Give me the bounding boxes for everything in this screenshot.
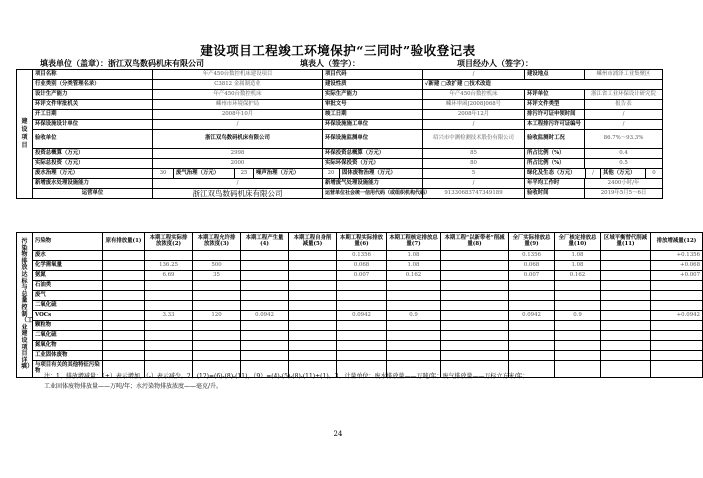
pollutant-value bbox=[193, 321, 241, 331]
pollutant-name: 工业固体废物 bbox=[33, 351, 103, 361]
pollutant-value bbox=[103, 341, 145, 351]
pollutant-value: +0.1356 bbox=[651, 251, 703, 261]
table-row bbox=[17, 311, 703, 321]
pollutant-value bbox=[103, 351, 145, 361]
r10-wastewater-value: 30 bbox=[153, 169, 174, 178]
table-row bbox=[17, 321, 703, 331]
r12-acceptance-time: 2019年5月5～6日 bbox=[585, 189, 663, 199]
pollutant-value bbox=[289, 251, 337, 261]
r8-value: 2998 bbox=[153, 149, 323, 159]
pollutant-value: 0.162 bbox=[555, 271, 601, 281]
pollutant-value: 3.33 bbox=[145, 311, 193, 321]
r4-value: 嵊州市环境保护局 bbox=[153, 100, 323, 110]
pollutant-value bbox=[441, 331, 509, 341]
pollutant-value bbox=[387, 351, 441, 361]
table-row bbox=[17, 251, 703, 261]
pollutant-value bbox=[651, 281, 703, 291]
pollutant-value bbox=[601, 271, 651, 281]
r4-label3: 环评文件类型 bbox=[525, 100, 585, 110]
r8-value2: 85 bbox=[423, 149, 525, 159]
r9-label2: 实际环保投资（万元） bbox=[323, 159, 423, 169]
pollutant-value: 1.08 bbox=[387, 251, 441, 261]
r9-value3: 0.5 bbox=[585, 159, 663, 169]
pollutant-value bbox=[241, 351, 289, 361]
pollutant-value: 136.25 bbox=[145, 261, 193, 271]
form-title: 建设项目工程竣工环境保护“三同时”验收登记表 bbox=[200, 43, 476, 58]
r5-value3: / bbox=[585, 110, 663, 120]
pollutant-name: 二氧化硫 bbox=[33, 301, 103, 311]
pollutant-table bbox=[16, 232, 703, 378]
pollutant-value bbox=[289, 291, 337, 301]
pollutant-value bbox=[241, 301, 289, 311]
r2-label2: 建设性质 bbox=[323, 80, 423, 90]
header-unit-label: 填表单位（盖章）： bbox=[40, 58, 108, 68]
r10-greening-label: 绿化及生态（万元） bbox=[525, 169, 586, 178]
pollutant-value: 0.9 bbox=[387, 311, 441, 321]
pollutant-value bbox=[441, 271, 509, 281]
pollutant-value: 0.0942 bbox=[509, 311, 555, 321]
r10-greening-value: / bbox=[586, 169, 601, 178]
pollutant-value bbox=[601, 311, 651, 321]
pollutant-value bbox=[387, 321, 441, 331]
column-header: 本期工程实际排放量(6) bbox=[337, 233, 387, 251]
pollutant-value bbox=[387, 291, 441, 301]
pollutant-value bbox=[441, 311, 509, 321]
pollutant-value bbox=[337, 351, 387, 361]
pollutant-value bbox=[103, 311, 145, 321]
r10-solid-waste-value: 5 bbox=[423, 169, 525, 179]
pollutant-value bbox=[103, 291, 145, 301]
r2-construction-nature: ✓新建 □改扩建 □技术改造 bbox=[423, 80, 663, 90]
pollutant-value: 0.1356 bbox=[509, 251, 555, 261]
pollutant-value bbox=[651, 361, 703, 378]
r3-label2: 实际生产能力 bbox=[323, 90, 423, 100]
pollutant-value bbox=[509, 331, 555, 341]
pollutant-value bbox=[651, 321, 703, 331]
r9-value2: 80 bbox=[423, 159, 525, 169]
table-row bbox=[17, 301, 703, 311]
pollutant-value bbox=[145, 341, 193, 351]
r5-value: 2008年10月 bbox=[153, 110, 323, 120]
r10-subcells bbox=[153, 169, 323, 179]
pollutant-value bbox=[601, 261, 651, 271]
footnote-line-2: 工业固体废物排放量——万吨/年；水污染物排放浓度——毫克/升。 bbox=[44, 383, 223, 390]
pollutant-value: 0.068 bbox=[337, 261, 387, 271]
r10-waste-gas-label: 废气治理（万元） bbox=[174, 169, 235, 178]
r6-label: 环保设施设计单位 bbox=[33, 120, 153, 130]
pollutant-value bbox=[509, 321, 555, 331]
r5-value2: 2008年12月 bbox=[423, 110, 525, 120]
r5-label2: 竣工日期 bbox=[323, 110, 423, 120]
pollutant-value bbox=[145, 281, 193, 291]
pollutant-value bbox=[509, 301, 555, 311]
pollutant-value bbox=[193, 331, 241, 341]
pollutant-value bbox=[289, 341, 337, 351]
column-header: 本期工程核定排放总量(7) bbox=[387, 233, 441, 251]
pollutant-value bbox=[441, 281, 509, 291]
r9-label: 实际总投资（万元） bbox=[33, 159, 153, 169]
pollutant-value: 0.068 bbox=[509, 261, 555, 271]
pollutant-value: 0.0942 bbox=[241, 311, 289, 321]
r5-label3: 排污许可证申领时间 bbox=[525, 110, 585, 120]
pollutant-value bbox=[555, 321, 601, 331]
pollutant-value bbox=[103, 261, 145, 271]
pollutant-value bbox=[441, 351, 509, 361]
pollutant-value bbox=[387, 331, 441, 341]
column-header: 区域平衡替代削减量(11) bbox=[601, 233, 651, 251]
pollutant-value: 0.0942 bbox=[337, 311, 387, 321]
r12-credit-code: 91330683747349189 bbox=[423, 189, 525, 199]
column-header: 本期工程实际排放浓度(2) bbox=[145, 233, 193, 251]
pollutant-value bbox=[193, 351, 241, 361]
r1-value2: / bbox=[423, 70, 525, 80]
r8-label3: 所占比例（%） bbox=[525, 149, 585, 159]
r1-label: 项目名称 bbox=[33, 70, 153, 80]
r4-label2: 审批文号 bbox=[323, 100, 423, 110]
r10-noise-value: 20 bbox=[323, 169, 340, 178]
pollutant-value bbox=[145, 321, 193, 331]
r1-value3: 嵊州市浦泽工业集聚区 bbox=[585, 70, 663, 80]
pollutant-value bbox=[651, 331, 703, 341]
header-filler-label: 填表人（签字）： bbox=[300, 58, 360, 68]
r7-label: 验收单位 bbox=[33, 130, 153, 149]
pollutant-value: 6.69 bbox=[145, 271, 193, 281]
r10-other-label: 其他（万元） bbox=[601, 169, 646, 178]
pollutant-value bbox=[241, 271, 289, 281]
r12-label3: 验收时间 bbox=[525, 189, 585, 199]
pollutant-name: 氨氮 bbox=[33, 271, 103, 281]
section-label-project: 建设项目 bbox=[17, 70, 33, 199]
pollutant-value bbox=[441, 301, 509, 311]
r4-label: 环评文件审批机关 bbox=[33, 100, 153, 110]
pollutant-value bbox=[337, 291, 387, 301]
pollutant-value: 0.007 bbox=[509, 271, 555, 281]
pollutant-value bbox=[601, 281, 651, 291]
pollutant-value bbox=[145, 291, 193, 301]
pollutant-value bbox=[337, 341, 387, 351]
r8-label: 投资总概算（万元） bbox=[33, 149, 153, 159]
pollutant-name: 化学需氧量 bbox=[33, 261, 103, 271]
r8-value3: 0.4 bbox=[585, 149, 663, 159]
pollutant-value: 500 bbox=[193, 261, 241, 271]
pollutant-value bbox=[289, 281, 337, 291]
page-number: 24 bbox=[333, 430, 343, 438]
pollutant-name: 石油类 bbox=[33, 281, 103, 291]
header-unit-value: 浙江双鸟数码机床有限公司 bbox=[108, 58, 204, 68]
r4-value2: 嵊环审函[2008]068号 bbox=[423, 100, 525, 110]
pollutant-value bbox=[241, 261, 289, 271]
pollutant-value bbox=[241, 341, 289, 351]
pollutant-value: +0.007 bbox=[651, 271, 703, 281]
pollutant-value bbox=[241, 251, 289, 261]
r3-value: 年产450台数控机床 bbox=[153, 90, 323, 100]
pollutant-value bbox=[289, 311, 337, 321]
r11-value2: / bbox=[423, 179, 525, 189]
pollutant-value bbox=[441, 261, 509, 271]
r6-value2: / bbox=[423, 120, 525, 130]
r7-value: 浙江双鸟数码机床有限公司 bbox=[153, 130, 323, 149]
pollutant-value bbox=[241, 321, 289, 331]
pollutant-value bbox=[289, 271, 337, 281]
column-header: 全厂核定排放总量(10) bbox=[555, 233, 601, 251]
r3-value2: 年产450台数控机床 bbox=[423, 90, 525, 100]
header-unit bbox=[40, 58, 204, 69]
r5-label: 开工日期 bbox=[33, 110, 153, 120]
table-row bbox=[17, 291, 703, 301]
pollutant-value bbox=[651, 341, 703, 351]
pollutant-value bbox=[441, 321, 509, 331]
pollutant-value: 0.007 bbox=[337, 271, 387, 281]
pollutant-value bbox=[509, 281, 555, 291]
pollutant-value bbox=[241, 291, 289, 301]
pollutant-value: 0.162 bbox=[387, 271, 441, 281]
pollutant-value: 1.08 bbox=[555, 261, 601, 271]
column-header: 本期工程自身削减量(5) bbox=[289, 233, 337, 251]
table-row bbox=[17, 271, 703, 281]
r6-label2: 环保设施施工单位 bbox=[323, 120, 423, 130]
r12-operator: 浙江双鸟数码机床有限公司 bbox=[153, 189, 323, 199]
pollutant-name: 与项目有关的其他特征污染物 bbox=[33, 361, 103, 378]
pollutant-value: 0.9 bbox=[555, 311, 601, 321]
project-info-table bbox=[16, 69, 663, 199]
pollutant-value: 1.08 bbox=[555, 251, 601, 261]
r10-waste-gas-value: 25 bbox=[235, 169, 254, 178]
pollutant-value bbox=[441, 251, 509, 261]
header-manager-label: 项目经办人（签字）： bbox=[457, 58, 533, 68]
r1-label3: 建设地点 bbox=[525, 70, 585, 80]
r10-subcells-3 bbox=[525, 169, 663, 179]
pollutant-value bbox=[441, 291, 509, 301]
column-header: 本期工程允许排放浓度(3) bbox=[193, 233, 241, 251]
pollutant-value bbox=[103, 251, 145, 261]
pollutant-value bbox=[509, 291, 555, 301]
pollutant-value bbox=[193, 281, 241, 291]
pollutant-value: 1.08 bbox=[387, 261, 441, 271]
r9-value: 2000 bbox=[153, 159, 323, 169]
column-header: 原有排放量(1) bbox=[103, 233, 145, 251]
section-label-pollutants: 污染物排放达标与总量控制（工业建设项目详填） bbox=[17, 233, 33, 378]
r11-label: 新增废水处理设施能力 bbox=[33, 179, 153, 189]
pollutant-value bbox=[601, 351, 651, 361]
r4-value3: 报告表 bbox=[585, 100, 663, 110]
pollutant-value bbox=[289, 331, 337, 341]
pollutant-value bbox=[337, 331, 387, 341]
column-header: 污染物 bbox=[33, 233, 103, 251]
pollutant-value bbox=[441, 341, 509, 351]
pollutant-value bbox=[601, 341, 651, 351]
r10-solid-waste-label: 固体废物治理（万元） bbox=[342, 170, 396, 176]
pollutant-value bbox=[337, 281, 387, 291]
r3-value3: 浙江省工业环保设计研究院 bbox=[585, 90, 663, 100]
pollutant-value bbox=[555, 331, 601, 341]
pollutant-name: 颗粒物 bbox=[33, 321, 103, 331]
pollutant-value bbox=[387, 301, 441, 311]
r9-label3: 所占比例（%） bbox=[525, 159, 585, 169]
r8-label2: 环保投资总概算（万元） bbox=[323, 149, 423, 159]
pollutant-value bbox=[241, 281, 289, 291]
pollutant-value: 35 bbox=[193, 271, 241, 281]
pollutant-name: 二氧化硫 bbox=[33, 331, 103, 341]
column-header: 本期工程产生量(4) bbox=[241, 233, 289, 251]
pollutant-value bbox=[555, 291, 601, 301]
column-header: 全厂实际排放总量(9) bbox=[509, 233, 555, 251]
table-row bbox=[17, 281, 703, 291]
pollutant-value bbox=[145, 331, 193, 341]
pollutant-value bbox=[509, 351, 555, 361]
r10-wastewater-label: 废水治理（万元） bbox=[33, 169, 153, 179]
pollutant-name: 氮氧化物 bbox=[33, 341, 103, 351]
pollutant-value bbox=[387, 281, 441, 291]
pollutant-value bbox=[193, 251, 241, 261]
footnote-line-1: 注：1、排放增减量：（+）表示增加，（-）表示减少。2、(12)=(6)-(8)-(11)，（9）=(4)-(5)-(8)-(11)+(1)。3、计量单位：废水排放量——万吨/年；废气排放量——万标立方米/年； bbox=[44, 373, 529, 380]
r3-label3: 环评单位 bbox=[525, 90, 585, 100]
r11-value: / bbox=[153, 179, 323, 189]
pollutant-value: 0.1356 bbox=[337, 251, 387, 261]
pollutant-value bbox=[555, 341, 601, 351]
pollutant-value bbox=[193, 291, 241, 301]
pollutant-value bbox=[601, 291, 651, 301]
r3-label: 设计生产能力 bbox=[33, 90, 153, 100]
pollutant-value bbox=[103, 301, 145, 311]
pollutant-value bbox=[145, 301, 193, 311]
pollutant-value bbox=[387, 341, 441, 351]
pollutant-value bbox=[103, 281, 145, 291]
column-header: 排放增减量(12) bbox=[651, 233, 703, 251]
table-row bbox=[17, 341, 703, 351]
pollutant-value bbox=[103, 331, 145, 341]
r2-value: C3812 金属制造业 bbox=[153, 80, 323, 90]
pollutant-value: +0.068 bbox=[651, 261, 703, 271]
pollutant-value bbox=[601, 331, 651, 341]
r10-noise-label: 噪声治理（万元） bbox=[256, 170, 300, 176]
r7-label3: 验收监测时工况 bbox=[525, 130, 585, 149]
r6-value: / bbox=[153, 120, 323, 130]
table-row bbox=[17, 331, 703, 341]
pollutant-name: VOCs bbox=[33, 311, 103, 321]
pollutant-value bbox=[103, 271, 145, 281]
pollutant-value bbox=[601, 251, 651, 261]
pollutant-value bbox=[651, 351, 703, 361]
column-header: 本期工程“以新带老”削减量(8) bbox=[441, 233, 509, 251]
pollutant-value bbox=[289, 351, 337, 361]
pollutant-name: 废水 bbox=[33, 251, 103, 261]
r12-label2: 运营单位社会统一信用代码（或组织机构代码） bbox=[323, 189, 423, 199]
footnote bbox=[44, 372, 644, 392]
r1-value: 年产450台数控机床建设项目 bbox=[153, 70, 323, 80]
pollutant-value bbox=[193, 301, 241, 311]
table-row bbox=[17, 261, 703, 271]
r12-label: 运营单位 bbox=[33, 189, 153, 199]
pollutant-value bbox=[145, 351, 193, 361]
pollutant-value bbox=[509, 341, 555, 351]
pollutant-value bbox=[651, 301, 703, 311]
r10-other-value: 0 bbox=[652, 170, 656, 176]
pollutant-value bbox=[555, 301, 601, 311]
r6-value3: / bbox=[585, 120, 663, 130]
pollutant-value bbox=[103, 321, 145, 331]
pollutant-value bbox=[337, 301, 387, 311]
pollutant-value bbox=[555, 351, 601, 361]
pollutant-value bbox=[289, 321, 337, 331]
r7-value2: 绍兴市中测检测技术股份有限公司 bbox=[423, 130, 525, 149]
r10-subcells-2 bbox=[323, 169, 423, 179]
pollutant-value bbox=[601, 321, 651, 331]
r1-label2: 项目代码 bbox=[323, 70, 423, 80]
pollutant-value bbox=[555, 281, 601, 291]
r11-value3: 2400小时/年 bbox=[585, 179, 663, 189]
pollutant-value bbox=[289, 301, 337, 311]
r7-label2: 环保设施监测单位 bbox=[323, 130, 423, 149]
pollutant-value: +0.0942 bbox=[651, 311, 703, 321]
pollutant-value bbox=[241, 331, 289, 341]
pollutant-value bbox=[601, 301, 651, 311]
r6-label3: 本工程排污许可证编号 bbox=[525, 120, 585, 130]
table-row bbox=[17, 351, 703, 361]
pollutant-value bbox=[289, 261, 337, 271]
pollutant-value bbox=[337, 321, 387, 331]
pollutant-name: 废气 bbox=[33, 291, 103, 301]
r2-label: 行业类别（分类管理名录） bbox=[33, 80, 153, 90]
pollutant-value bbox=[193, 341, 241, 351]
pollutant-value bbox=[145, 251, 193, 261]
pollutant-value: 120 bbox=[193, 311, 241, 321]
r11-label3: 年平均工作时 bbox=[525, 179, 585, 189]
r11-label2: 新增废气处理设施能力 bbox=[323, 179, 423, 189]
pollutant-value bbox=[651, 291, 703, 301]
r7-value3: 86.7%～93.3% bbox=[585, 130, 663, 149]
